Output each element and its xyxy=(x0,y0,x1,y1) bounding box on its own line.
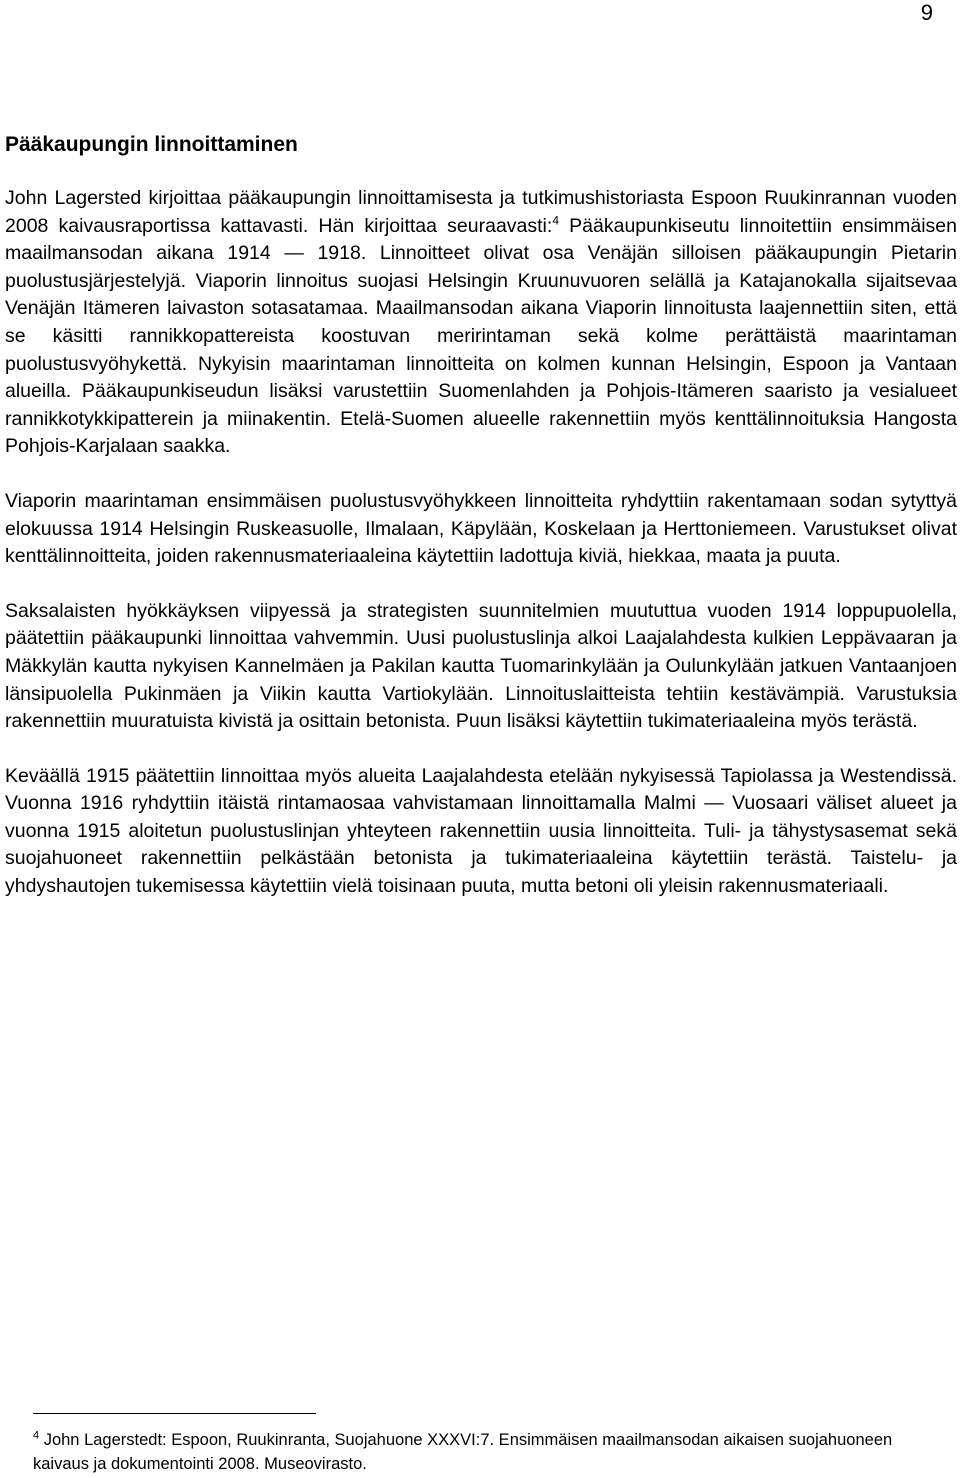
footnote-reference: 4 xyxy=(552,213,559,228)
footnote-number: 4 xyxy=(33,1429,40,1442)
paragraph-1-text-end: Pääkaupunkiseutu linnoitettiin ensimmäisen maailmansodan aikana 1914 — 1918. Linnoitteet olivat osa Venäjän silloisen pääkaupungin Pietarin puolustusjärjestelyjä. Viaporin linnoitus suojasi Helsingin Kruunuvuoren selällä ja Katajanokalla sijaitsevaa Venäjän Itämeren laivaston sotasatamaa. Maailmansodan aikana Viaporin linnoitusta laajennettiin siten, että se käsitti rannikkopattereista koostuvan meririntaman sekä kolme perättäistä maarintaman puolustusvyöhykettä. Nykyisin maarintaman linnoitteita on kolmen kunnan Helsingin, Espoon ja Vantaan alueilla. Pääkaupunkiseudun lisäksi varustettiin Suomenlahden ja Pohjois-Itämeren saaristo ja vesialueet rannikkotykkipatterein ja miinakentin. Etelä-Suomen alueelle rakennettiin myös kenttälinnoituksia Hangosta Pohjois-Karjalaan saakka. xyxy=(5,214,957,458)
footnote-text: John Lagerstedt: Espoon, Ruukinranta, Suojahuone XXXVI:7. Ensimmäisen maailmansodan aikaisen suojahuoneen kaivaus ja dokumentointi 2008. Museovirasto. xyxy=(33,1431,893,1473)
paragraph-1 xyxy=(5,185,957,461)
paragraph-4: Keväällä 1915 päätettiin linnoittaa myös alueita Laajalahdesta etelään nykyisessä Tapiolassa ja Westendissä. Vuonna 1916 ryhdyttiin itäistä rintamaosaa vahvistamaan linnoittamalla Malmi — Vuosaari väliset alueet ja vuonna 1915 aloitetun puolustuslinjan yhteyteen rakennettiin uusia linnoitteita. Tuli- ja tähystysasemat sekä suojahuoneet rakennettiin pelkästään betonista ja tukimateriaaleina käytettiin terästä. Taistelu- ja yhdyshautojen tukemisessa käytettiin vielä toisinaan puuta, mutta betoni oli yleisin rakennusmateriaali. xyxy=(5,764,957,898)
page-number: 9 xyxy=(920,0,933,25)
paragraph-1-text-start: John Lagersted kirjoittaa pääkaupungin linnoittamisesta ja tutkimushistoriasta Espoon Ruukinrannan vuoden 2008 kaivausraportissa kattavasti. Hän kirjoittaa seuraavasti: xyxy=(5,187,957,237)
footnote-separator xyxy=(33,1413,316,1414)
paragraph-2: Viaporin maarintaman ensimmäisen puolustusvyöhykkeen linnoitteita ryhdyttiin rakentamaan sodan sytyttyä elokuussa 1914 Helsingin Ruskeasuolle, Ilmalaan, Käpylään, Koskelaan ja Herttoniemeen. Varustukset olivat kenttälinnoitteita, joiden rakennusmateriaaleina käytettiin ladottuja kiviä, hiekkaa, maata ja puuta. xyxy=(5,489,957,568)
document-body xyxy=(5,132,957,928)
footnote xyxy=(33,1428,933,1476)
section-heading: Pääkaupungin linnoittaminen xyxy=(5,133,298,156)
paragraph-3: Saksalaisten hyökkäyksen viipyessä ja strategisten suunnitelmien muututtua vuoden 1914 loppupuolella, päätettiin pääkaupunki linnoittaa vahvemmin. Uusi puolustuslinja alkoi Laajalahdesta kulkien Leppävaaran ja Mäkkylän kautta nykyisen Kannelmäen ja Pakilan kautta Tuomarinkylään ja Oulunkylään jatkuen Vantaanjoen länsipuolella Pukinmäen ja Viikin kautta Vartiokylään. Linnoituslaitteista tehtiin kestävämpiä. Varustuksia rakennettiin muuratuista kivistä ja osittain betonista. Puun lisäksi käytettiin tukimateriaaleina myös terästä. xyxy=(5,599,957,733)
